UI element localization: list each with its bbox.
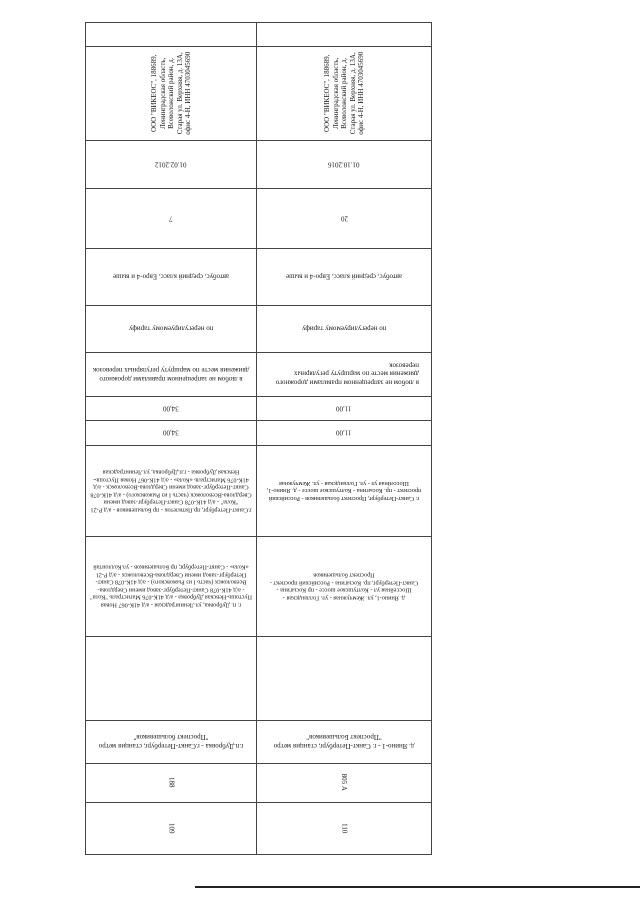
carrier-cell <box>90 48 252 138</box>
length-fwd-text: 34,00 <box>163 404 179 413</box>
route-name-text: г.п.Дубровка - г.Санкт-Петербург, станция метро "Проспект большевиков" <box>98 733 244 750</box>
start-date-cell <box>90 142 252 186</box>
stops-cell <box>90 638 252 718</box>
vehicle-count-text: 20 <box>340 214 348 223</box>
page-bottom-rule <box>195 886 640 888</box>
vehicle-count-cell <box>90 190 252 246</box>
stop-order-cell <box>90 354 252 394</box>
column-divider <box>85 248 432 249</box>
column-divider <box>85 305 432 306</box>
registry-number-text: 110 <box>340 823 349 834</box>
length-fwd-cell <box>90 398 252 418</box>
column-divider <box>85 352 432 353</box>
tariff-text: по нерегулируемому тарифу <box>301 324 387 333</box>
route-number-text: 188 <box>167 777 176 788</box>
start-date-text: 01.10.2016 <box>328 160 360 169</box>
length-back-cell <box>259 422 429 443</box>
length-fwd-text: 11,00 <box>336 404 352 413</box>
column-divider <box>85 188 432 189</box>
streets-text: д. Янино-1, ул. Жемчужная - ул. Голландская - Шоссейная ул - Колтушское шоссе - пр Косыгина - Санкт-Петербург, пр. Косыгина - Российский проспект - Проспект большевиков <box>269 571 419 602</box>
column-divider <box>85 802 432 803</box>
column-divider <box>85 140 432 141</box>
route-back-cell <box>88 447 254 534</box>
carrier-cell <box>259 48 429 138</box>
route-name-cell <box>90 722 252 761</box>
column-divider <box>85 396 432 397</box>
tariff-text: по нерегулируемому тарифу <box>128 324 214 333</box>
stop-order-cell <box>259 354 429 394</box>
carrier-text: ООО "ВИКЕОС", 188689, Ленинградская область, Всеволожский район, д. Старая ул. Верхняя, д. 13А, офис 4-Н, ИНН 4703045690 <box>149 51 192 135</box>
streets-cell <box>88 538 254 634</box>
start-date-cell <box>259 142 429 186</box>
route-name-text: д. Янино-1 - г. Санкт-Петербург, станция метро "Проспект Большевиков" <box>273 733 415 750</box>
vehicles-cell <box>90 250 252 303</box>
streets-cell <box>259 538 429 634</box>
tariff-cell <box>259 307 429 350</box>
length-back-text: 11,00 <box>336 428 352 437</box>
vehicle-count-text: 7 <box>169 214 173 223</box>
route-number-cell <box>90 765 252 800</box>
column-divider <box>85 420 432 421</box>
vehicles-text: автобус, средний класс, Евро-4 и выше <box>285 272 403 281</box>
registry-number-cell <box>90 804 252 853</box>
route-number-cell <box>259 765 429 800</box>
column-divider <box>85 636 432 637</box>
registry-number-cell <box>259 804 429 853</box>
stop-order-text: в любом не запрещенном правилами дорожного движения месте по маршруту регулярных перевозок <box>92 366 250 383</box>
route-number-text: 805 А <box>340 773 349 792</box>
stops-cell <box>259 638 429 718</box>
route-back-cell <box>259 447 429 534</box>
length-back-text: 34,00 <box>163 428 179 437</box>
column-divider <box>85 720 432 721</box>
vehicles-text: автобус, средний класс, Евро-4 и выше <box>112 272 230 281</box>
carrier-text: ООО "ВИКЕОС", 188689, Ленинградская область, Всеволожский район, д. Старая ул. Верхняя, д. 13А, офис 4-Н, ИНН 4703045690 <box>322 51 365 135</box>
vehicles-cell <box>259 250 429 303</box>
column-divider <box>85 445 432 446</box>
row-divider <box>256 22 257 855</box>
length-fwd-cell <box>259 398 429 418</box>
column-divider <box>85 46 432 47</box>
start-date-text: 01.02.2012 <box>155 160 187 169</box>
column-divider <box>85 763 432 764</box>
registry-number-text: 109 <box>167 823 176 834</box>
column-divider <box>85 536 432 537</box>
streets-text: г. п. Дубровка, ул.Ленинградская - а/д 41К-067 Новая Пустошь-Невская Дубровка - а/д 41К-076 Магистраль "Кола" - а/д 41К-078 Санкт-Петербург-завод имени Свердлова-Всеволожск (часть I из Рыжовского) - а/д 41К-078 Санкт-Петербург-завод имени Свердлова-Всеволожск - а/д Р-21 «Кола» - Санкт-Петербург, пр Большевиков - ул.Коллонтай <box>90 563 252 609</box>
stop-order-text: в любом не запрещенном правилами дорожного движения месте по маршруту регулярных перевозок <box>275 361 419 387</box>
tariff-cell <box>90 307 252 350</box>
vehicle-count-cell <box>259 190 429 246</box>
length-back-cell <box>90 422 252 443</box>
route-back-text: г.Санкт-Петербург, пр.Пятилеток - пр Большевиков - а/д Р-21 "Кола" - а/д 41К-078 Санкт-Петербург-завод имени Свердлова-Всеволожск (часть I из Рыжовского) - а/д 41К-078 Санкт-Петербург-завод имени Свердлова-Всеволожск - а/д 41К-076 Магистраль «Кола» - а/д 41К-067 Новая Пустошь-Невская Дубровка - г.п.Дубровка, ул.Ленинградская <box>90 468 252 514</box>
route-name-cell <box>259 722 429 761</box>
route-back-text: г. Санкт-Петербург, Проспект большевиков - Российский проспект - пр. Косыгина - Колтушское шоссе - д. Янино-1, Шоссейная ул - ул. Голландская - ул. Жемчужная <box>266 479 422 502</box>
